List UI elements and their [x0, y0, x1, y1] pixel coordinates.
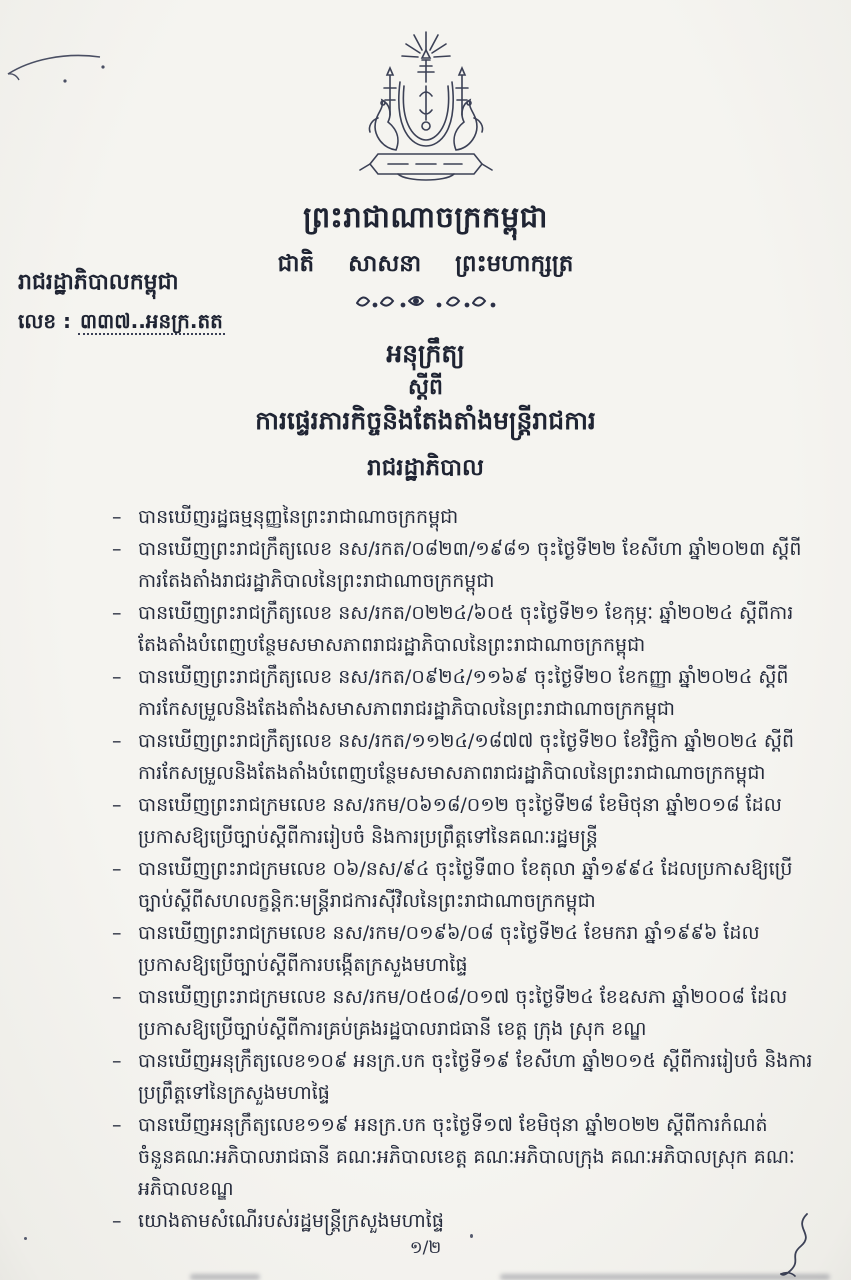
citation-dash: –	[112, 602, 122, 625]
citation-text: យោងតាមសំណើរបស់រដ្ឋមន្ត្រីក្រសួងមហាផ្ទៃ	[138, 1210, 444, 1233]
citation-text: បានឃើញអនុក្រឹត្យលេខ១១៩ អនក្រ.បក ចុះថ្ងៃទី១៧ ខែមិថុនា ឆ្នាំ២០២២ ស្តីពីការកំណត់ចំនួនគណៈអភិបាលរាជធានី គណៈអភិបាលខេត្ត គណៈអភិបាលក្រុង គណៈអភិបាលស្រុក គណៈអភិបាលខណ្ឌ	[138, 1114, 795, 1201]
citation-dash: –	[112, 1050, 122, 1073]
number-value-handwritten: ៣៣៧..អនក្រ.តត	[80, 309, 223, 333]
document-number-line	[18, 308, 318, 338]
national-motto: ជាតិ សាសនា ព្រះមហាក្សត្រ	[277, 251, 574, 277]
document-type: អនុក្រឹត្យ	[386, 339, 465, 368]
citation-text: បានឃើញព្រះរាជក្រមលេខ នស/រកម/០១៩៦/០៨ ចុះថ្ងៃទី២៤ ខែមករា ឆ្នាំ១៩៩៦ ដែលប្រកាសឱ្យប្រើច្បាប់ស្តីពីការបង្កើតក្រសួងមហាផ្ទៃ	[138, 922, 760, 977]
citation-item	[112, 661, 815, 725]
citation-text: បានឃើញព្រះរាជក្រឹត្យលេខ នស/រកត/០២២៤/៦០៥ ចុះថ្ងៃទី២១ ខែកុម្ភៈ ឆ្នាំ២០២៤ ស្តីពីការតែងតាំងបំពេញបន្ថែមសមាសភាពរាជរដ្ឋាភិបាលនៃព្រះរាជាណាចក្រកម្ពុជា	[138, 602, 794, 657]
body-heading: រាជរដ្ឋាភិបាល	[367, 455, 484, 482]
citation-dash: –	[112, 794, 122, 817]
scan-edge-smudge	[500, 1274, 830, 1280]
regarding-label: ស្តីពី	[408, 374, 443, 400]
citation-item	[112, 501, 815, 533]
citation-dash: –	[112, 506, 122, 529]
citation-dash: –	[112, 1114, 122, 1137]
scan-speck	[470, 1234, 473, 1238]
citation-item	[112, 597, 815, 661]
citation-text: បានឃើញព្រះរាជក្រឹត្យលេខ នស/រកត/០៨២៣/១៩៨១ ចុះថ្ងៃទី២២ ខែសីហា ឆ្នាំ២០២៣ ស្តីពីការតែងតាំងរាជរដ្ឋាភិបាលនៃព្រះរាជាណាចក្រកម្ពុជា	[138, 538, 802, 593]
document-subject: ការផ្ទេរភារកិច្ចនិងតែងតាំងមន្ត្រីរាជការ	[255, 406, 596, 436]
citation-item	[112, 1109, 815, 1205]
citation-item	[112, 1045, 815, 1109]
citation-item	[112, 1205, 815, 1237]
citation-item	[112, 789, 815, 853]
issuing-government-label: រាជរដ្ឋាភិបាលកម្ពុជា	[18, 270, 179, 295]
citation-text: បានឃើញរដ្ឋធម្មនុញ្ញនៃព្រះរាជាណាចក្រកម្ពុជា	[138, 506, 459, 529]
citation-text: បានឃើញព្រះរាជក្រឹត្យលេខ នស/រកត/១១២៤/១៨៧៧ ចុះថ្ងៃទី២០ ខែវិច្ឆិកា ឆ្នាំ២០២៤ ស្តីពីការកែសម្រួលនិងតែងតាំងបំពេញបន្ថែមសមាសភាពរាជរដ្ឋាភិបាលនៃព្រះរាជាណាចក្រកម្ពុជា	[138, 730, 795, 785]
royal-arms-of-cambodia-icon	[338, 30, 514, 196]
citation-dash: –	[112, 922, 122, 945]
citation-dash: –	[112, 538, 122, 561]
pen-stroke-mark	[2, 34, 112, 96]
reference-block	[18, 268, 318, 338]
citation-text: បានឃើញព្រះរាជក្រមលេខ នស/រកម/០៥០៨/០១៧ ចុះថ្ងៃទី២៤ ខែឧសភា ឆ្នាំ២០០៨ ដែលប្រកាសឱ្យប្រើច្បាប់ស្តីពីការគ្រប់គ្រងរដ្ឋបាលរាជធានី ខេត្ត ក្រុង ស្រុក ខណ្ឌ	[138, 986, 788, 1041]
citation-text: បានឃើញព្រះរាជក្រមលេខ ០៦/នស/៩៤ ចុះថ្ងៃទី៣០ ខែតុលា ឆ្នាំ១៩៩៤ ដែលប្រកាសឱ្យប្រើច្បាប់ស្តីពីសហលក្ខន្តិកៈមន្ត្រីរាជការស៊ីវិលនៃព្រះរាជាណាចក្រកម្ពុជា	[138, 858, 793, 913]
citation-item	[112, 853, 815, 917]
scan-edge-smudge	[190, 1274, 260, 1280]
kingdom-title: ព្រះរាជាណាចក្រកម្ពុជា	[303, 200, 548, 234]
page-number: ១/២	[409, 1238, 442, 1258]
handwritten-initial-mark	[767, 1210, 823, 1280]
citation-text: បានឃើញអនុក្រឹត្យលេខ១០៩ អនក្រ.បក ចុះថ្ងៃទី១៩ ខែសីហា ឆ្នាំ២០១៥ ស្តីពីការរៀបចំ និងការប្រព្រឹត្តទៅនៃក្រសួងមហាផ្ទៃ	[138, 1050, 813, 1105]
citation-dash: –	[112, 730, 122, 753]
citation-item	[112, 725, 815, 789]
ornamental-divider-icon	[351, 289, 501, 311]
scan-speck	[24, 1237, 27, 1240]
number-label: លេខ :	[18, 309, 72, 333]
citation-dash: –	[112, 986, 122, 1009]
citation-dash: –	[112, 1210, 122, 1233]
citation-item	[112, 533, 815, 597]
document-title-block	[0, 337, 851, 438]
citation-list	[0, 501, 851, 1237]
citation-text: បានឃើញព្រះរាជក្រឹត្យលេខ នស/រកត/០៩២៤/១១៦៩ ចុះថ្ងៃទី២០ ខែកញ្ញា ឆ្នាំ២០២៤ ស្តីពីការកែសម្រួលនិងតែងតាំងសមាសភាពរាជរដ្ឋាភិបាលនៃព្រះរាជាណាចក្រកម្ពុជា	[138, 666, 789, 721]
citation-item	[112, 981, 815, 1045]
citation-dash: –	[112, 666, 122, 689]
citation-item	[112, 917, 815, 981]
citation-dash: –	[112, 858, 122, 881]
citation-text: បានឃើញព្រះរាជក្រមលេខ នស/រកម/០៦១៨/០១២ ចុះថ្ងៃទី២៨ ខែមិថុនា ឆ្នាំ២០១៨ ដែលប្រកាសឱ្យប្រើច្បាប់ស្តីពីការរៀបចំ និងការប្រព្រឹត្តទៅនៃគណៈរដ្ឋមន្ត្រី	[138, 794, 782, 849]
